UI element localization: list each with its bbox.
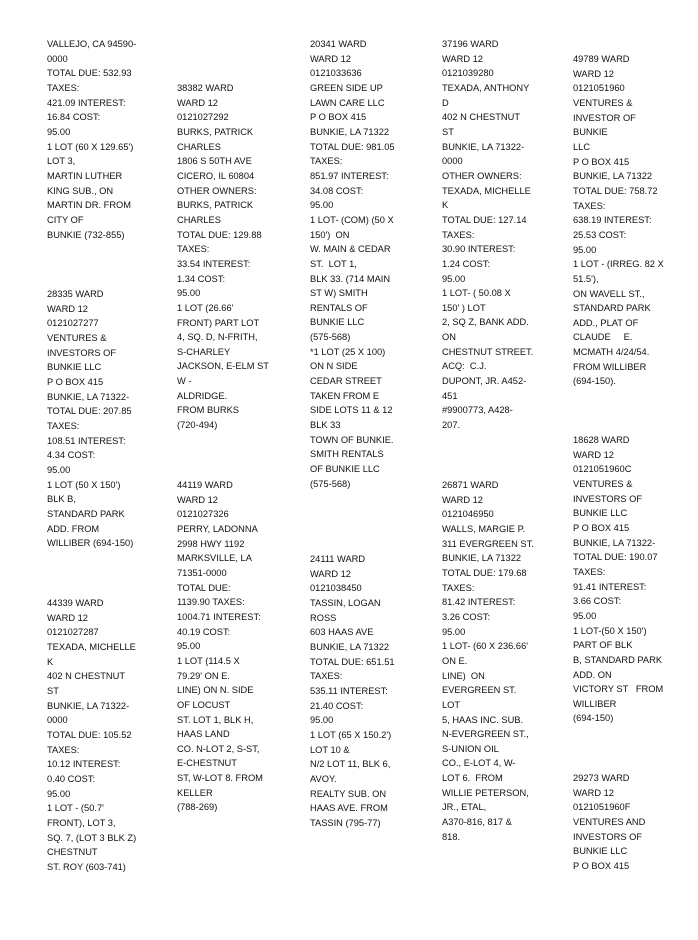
record-line: 638.19 INTEREST:	[573, 215, 652, 226]
record-line: K	[47, 656, 54, 667]
record-line: AVOY.	[310, 773, 337, 784]
record-line: ST. ROY (603-741)	[47, 861, 126, 872]
record-line: 95.00	[177, 288, 201, 299]
record-line: W -	[177, 376, 192, 387]
record-line: LOT	[442, 699, 461, 710]
record-line: 421.09 INTEREST:	[47, 97, 126, 108]
record-line: TOTAL DUE:	[177, 582, 231, 593]
property-record	[573, 52, 691, 389]
record-line: FROM BURKS	[177, 405, 239, 416]
record-line: VENTURES &	[47, 332, 107, 343]
record-line: GREEN SIDE UP	[310, 82, 383, 93]
record-line: VENTURES &	[573, 478, 633, 489]
record-line: 1 LOT-(50 X 150')	[573, 625, 647, 636]
record-line: 18628 WARD	[573, 435, 630, 445]
record-line: P O BOX 415	[573, 522, 630, 533]
property-record	[177, 81, 295, 433]
record-line: 0000	[47, 53, 68, 64]
property-record	[47, 287, 165, 551]
record-line: TEXADA, ANTHONY	[442, 82, 530, 93]
record-line: BLK 33	[310, 420, 341, 431]
record-line: 4, SQ. D, N-FRITH,	[177, 332, 258, 343]
record-line: 1004.71 INTEREST:	[177, 611, 261, 622]
record-line: 71351-0000	[177, 567, 227, 578]
record-line: W. MAIN & CEDAR	[310, 244, 391, 255]
record-line: DUPONT, JR. A452-	[442, 376, 527, 387]
record-line: EVERGREEN ST.	[442, 685, 517, 696]
record-line: HAAS AVE. FROM	[310, 803, 388, 814]
record-line: 0000	[442, 156, 463, 167]
record-line: BUNKIE (732-855)	[47, 229, 125, 240]
record-line: *1 LOT (25 X 100)	[310, 346, 386, 357]
property-record	[442, 37, 560, 433]
record-line: MARTIN LUTHER	[47, 170, 123, 181]
property-record	[310, 37, 428, 491]
record-line: 24111 WARD	[310, 554, 366, 564]
record-line: BUNKIE LLC	[310, 317, 365, 328]
record-line: N/2 LOT 11, BLK 6,	[310, 759, 391, 770]
record-line: ST, W-LOT 8. FROM	[177, 773, 263, 784]
record-line: N-EVERGREEN ST.,	[442, 729, 529, 740]
record-line: TOTAL DUE: 758.72	[573, 185, 658, 196]
record-line: (720-494)	[177, 420, 218, 431]
record-line: 3.26 COST:	[442, 611, 491, 622]
record-line: B, STANDARD PARK	[573, 654, 663, 665]
record-line: 851.97 INTEREST:	[310, 170, 389, 181]
record-line: KING SUB., ON	[47, 185, 114, 196]
record-line: LOT 3,	[47, 156, 76, 167]
record-line: 108.51 INTEREST:	[47, 435, 126, 446]
record-line: INVESTORS OF	[47, 347, 117, 358]
record-line: 33.54 INTEREST:	[177, 258, 251, 269]
record-line: 0121027326	[177, 509, 229, 520]
record-line: 30.90 INTEREST:	[442, 244, 516, 255]
record-line: CHARLES	[177, 141, 221, 152]
record-line: MARTIN DR. FROM	[47, 200, 132, 211]
record-line: WARD 12	[442, 53, 483, 64]
record-line: 26871 WARD	[442, 480, 499, 490]
record-line: 0121051960	[573, 83, 625, 94]
record-line: HAAS LAND	[177, 729, 230, 740]
record-line: 402 N CHESTNUT	[442, 112, 521, 123]
record-line: TOTAL DUE: 179.68	[442, 567, 527, 578]
record-line: 37196 WARD	[442, 39, 499, 49]
record-line: 51.5'),	[573, 273, 599, 284]
record-line: TOTAL DUE: 207.85	[47, 406, 132, 417]
record-line: WARD 12	[177, 97, 218, 108]
record-line: WARD 12	[47, 612, 88, 623]
record-line: 1139.90 TAXES:	[177, 597, 245, 608]
record-line: S-UNION OIL	[442, 743, 499, 754]
record-line: K	[442, 200, 449, 211]
record-line: CITY OF	[47, 214, 84, 225]
record-line: 0121051960F	[573, 802, 631, 813]
property-record	[47, 37, 165, 242]
record-line: WARD 12	[47, 303, 88, 314]
record-line: ST W) SMITH	[310, 288, 368, 299]
record-line: 25.53 COST:	[573, 229, 627, 240]
record-line: JR., ETAL,	[442, 802, 487, 813]
record-line: P O BOX 415	[573, 860, 630, 871]
record-line: PART OF BLK	[573, 640, 633, 651]
record-line: BUNKIE, LA 71322-	[47, 391, 130, 402]
record-line: 1 LOT - (50.7'	[47, 803, 104, 814]
record-line: ST	[442, 126, 454, 137]
record-line: (788-269)	[177, 802, 218, 813]
record-line: OF LOCUST	[177, 699, 231, 710]
record-line: INVESTORS OF	[573, 831, 643, 842]
record-line: 91.41 INTEREST:	[573, 581, 647, 592]
record-line: FRONT) PART LOT	[177, 317, 260, 328]
record-line: TAXES:	[442, 582, 475, 593]
record-line: TAXES:	[177, 244, 210, 255]
record-line: SIDE LOTS 11 & 12	[310, 405, 393, 416]
record-line: OTHER OWNERS:	[177, 185, 257, 196]
record-line: TOTAL DUE: 127.14	[442, 214, 527, 225]
record-line: TOTAL DUE: 105.52	[47, 729, 132, 740]
record-line: 1 LOT (60 X 129.65')	[47, 141, 134, 152]
record-line: BUNKIE, LA 71322	[310, 641, 390, 652]
record-line: FRONT), LOT 3,	[47, 817, 116, 828]
record-line: 0121027287	[47, 627, 99, 638]
record-line: BLK B,	[47, 494, 76, 505]
record-line: VENTURES &	[573, 97, 633, 108]
record-line: 0121027292	[177, 112, 229, 123]
record-line: 21.40 COST:	[310, 700, 364, 711]
record-line: 0121038450	[310, 583, 362, 594]
record-line: ADD. FROM	[47, 523, 100, 534]
record-line: 81.42 INTEREST:	[442, 597, 516, 608]
record-line: 0.40 COST:	[47, 773, 96, 784]
record-line: ADD., PLAT OF	[573, 317, 639, 328]
record-line: BUNKIE	[573, 127, 608, 138]
record-line: BUNKIE, LA 71322	[573, 171, 653, 182]
record-line: 1 LOT- ( 50.08 X	[442, 288, 511, 299]
record-line: 311 EVERGREEN ST.	[442, 538, 534, 549]
record-line: P O BOX 415	[573, 156, 630, 167]
record-line: WILLIBER (694-150)	[47, 538, 134, 549]
record-line: D	[442, 97, 449, 108]
record-line: TOTAL DUE: 532.93	[47, 68, 132, 79]
property-record	[177, 478, 295, 815]
record-line: (575-568)	[310, 332, 351, 343]
record-line: 1 LOT (50 X 150')	[47, 479, 121, 490]
record-line: 1.34 COST:	[177, 273, 226, 284]
record-line: BUNKIE LLC	[573, 846, 628, 857]
record-line: ST. LOT 1, BLK H,	[177, 714, 254, 725]
property-record	[573, 433, 691, 726]
record-line: TAXES:	[310, 671, 343, 682]
record-line: CHESTNUT STREET.	[442, 346, 534, 357]
record-line: CICERO, IL 60804	[177, 170, 255, 181]
record-line: STANDARD PARK	[573, 303, 651, 314]
record-line: 451	[442, 390, 458, 401]
record-line: 95.00	[47, 126, 71, 137]
record-line: 49789 WARD	[573, 54, 630, 64]
record-line: ROSS	[310, 612, 337, 623]
record-line: 95.00	[177, 641, 201, 652]
record-line: 1 LOT (65 X 150.2')	[310, 729, 392, 740]
property-record	[310, 552, 428, 830]
record-line: 16.84 COST:	[47, 112, 101, 123]
record-line: 150') ON	[310, 229, 350, 240]
record-line: 1.24 COST:	[442, 258, 491, 269]
record-line: WARD 12	[573, 449, 614, 460]
record-line: ALDRIDGE.	[177, 390, 228, 401]
record-line: BURKS, PATRICK	[177, 200, 254, 211]
record-line: TAKEN FROM E	[310, 390, 380, 401]
record-line: 402 N CHESTNUT	[47, 671, 126, 682]
record-line: TAXES:	[47, 420, 80, 431]
record-line: WARD 12	[310, 53, 351, 64]
record-line: 4.34 COST:	[47, 450, 96, 461]
record-line: STANDARD PARK	[47, 508, 125, 519]
record-line: TAXES:	[573, 200, 606, 211]
record-line: CHARLES	[177, 214, 221, 225]
record-line: SQ. 7, (LOT 3 BLK Z)	[47, 832, 137, 843]
record-line: JACKSON, E-ELM ST	[177, 361, 269, 372]
record-line: OTHER OWNERS:	[442, 170, 522, 181]
record-line: 535.11 INTEREST:	[310, 685, 388, 696]
record-line: TASSIN, LOGAN	[310, 597, 381, 608]
record-line: 0121027277	[47, 318, 99, 329]
record-line: 0000	[47, 715, 68, 726]
record-line: 2, SQ Z, BANK ADD.	[442, 317, 529, 328]
record-line: INVESTORS OF	[573, 493, 643, 504]
record-line: LAWN CARE LLC	[310, 97, 385, 108]
record-line: P O BOX 415	[47, 376, 104, 387]
record-line: KELLER	[177, 787, 213, 798]
record-line: 603 HAAS AVE	[310, 627, 374, 638]
record-line: 2998 HWY 1192	[177, 538, 245, 549]
record-line: 44339 WARD	[47, 598, 104, 608]
record-line: BUNKIE, LA 71322-	[442, 141, 525, 152]
record-line: 38382 WARD	[177, 83, 234, 93]
record-line: TEXADA, MICHELLE	[442, 185, 531, 196]
record-line: 5, HAAS INC. SUB.	[442, 714, 524, 725]
record-line: 1806 S 50TH AVE	[177, 156, 252, 167]
record-line: TASSIN (795-77)	[310, 817, 381, 828]
record-line: 0121039280	[442, 68, 494, 79]
record-line: 0121046950	[442, 509, 494, 520]
record-line: ON N SIDE	[310, 361, 358, 372]
record-line: 20341 WARD	[310, 39, 367, 49]
record-line: BUNKIE LLC	[47, 362, 102, 373]
record-line: 95.00	[442, 626, 466, 637]
record-line: WARD 12	[177, 494, 218, 505]
record-line: BUNKIE, LA 71322	[442, 553, 522, 564]
record-line: WALLS, MARGIE P.	[442, 523, 526, 534]
record-line: 1 LOT- (60 X 236.66'	[442, 641, 529, 652]
record-line: 95.00	[47, 464, 71, 475]
record-line: P O BOX 415	[310, 112, 367, 123]
record-line: 1 LOT - (IRREG. 82 X	[573, 259, 664, 270]
record-line: ADD. ON	[573, 669, 612, 680]
record-line: TAXES:	[573, 566, 606, 577]
record-line: TAXES:	[47, 82, 80, 93]
record-line: WARD 12	[442, 494, 483, 505]
record-line: OF BUNKIE LLC	[310, 464, 380, 475]
record-line: 79.29' ON E.	[177, 670, 230, 681]
record-line: BUNKIE, LA 71322-	[573, 537, 656, 548]
record-line: ON WAVELL ST.,	[573, 288, 645, 299]
record-line: TAXES:	[442, 229, 475, 240]
record-line: MCMATH 4/24/54.	[573, 347, 650, 358]
record-line: 150' ) LOT	[442, 302, 486, 313]
record-line: FROM WILLIBER	[573, 361, 647, 372]
record-line: ACQ: C.J.	[442, 361, 487, 372]
record-line: (694-150)	[573, 713, 614, 724]
record-line: INVESTOR OF	[573, 112, 636, 123]
record-line: BUNKIE, LA 71322-	[47, 700, 130, 711]
record-line: CLAUDE E.	[573, 332, 633, 343]
record-line: 0121051960C	[573, 464, 632, 475]
record-line: #9900773, A428-	[442, 405, 513, 416]
record-line: VICTORY ST FROM	[573, 684, 664, 695]
record-line: WARD 12	[310, 568, 351, 579]
record-line: TOTAL DUE: 981.05	[310, 141, 395, 152]
record-line: 40.19 COST:	[177, 626, 231, 637]
record-line: 95.00	[442, 273, 466, 284]
record-line: 1 LOT (26.66'	[177, 302, 234, 313]
record-line: 95.00	[310, 715, 334, 726]
record-line: 0121033636	[310, 68, 362, 79]
record-line: 95.00	[573, 244, 597, 255]
record-line: TOWN OF BUNKIE.	[310, 434, 394, 445]
record-line: WARD 12	[573, 68, 614, 79]
record-line: BUNKIE, LA 71322	[310, 126, 390, 137]
record-line: BLK 33. (714 MAIN	[310, 273, 391, 284]
record-line: LOT 6. FROM	[442, 773, 503, 784]
record-line: 1 LOT- (COM) (50 X	[310, 214, 394, 225]
record-line: LOT 10 &	[310, 744, 350, 755]
record-line: CO. N-LOT 2, S-ST,	[177, 743, 260, 754]
record-line: CO., E-LOT 4, W-	[442, 758, 516, 769]
record-line: 29273 WARD	[573, 773, 630, 783]
record-line: ON E.	[442, 655, 468, 666]
record-line: 95.00	[573, 610, 597, 621]
record-line: 44119 WARD	[177, 480, 233, 490]
record-line: ST	[47, 685, 59, 696]
record-line: TEXADA, MICHELLE	[47, 641, 136, 652]
record-line: (575-568)	[310, 478, 351, 489]
record-line: WILLIE PETERSON,	[442, 787, 529, 798]
record-line: 1 LOT (114.5 X	[177, 655, 240, 666]
record-line: RENTALS OF	[310, 302, 368, 313]
record-line: WARD 12	[573, 787, 614, 798]
record-line: S-CHARLEY	[177, 346, 231, 357]
record-line: 95.00	[310, 200, 334, 211]
record-line: LLC	[573, 141, 591, 152]
record-line: BUNKIE LLC	[573, 508, 628, 519]
property-record	[573, 771, 691, 874]
record-line: CHESTNUT	[47, 847, 98, 858]
record-line: TOTAL DUE: 190.07	[573, 552, 658, 563]
record-line: PERRY, LADONNA	[177, 523, 258, 534]
record-line: TAXES:	[47, 744, 80, 755]
record-line: TAXES:	[310, 156, 343, 167]
record-line: BURKS, PATRICK	[177, 126, 254, 137]
record-line: 28335 WARD	[47, 289, 104, 299]
record-line: LINE) ON N. SIDE	[177, 685, 254, 696]
record-line: (694-150).	[573, 376, 616, 387]
record-line: A370-816, 817 &	[442, 817, 512, 828]
record-line: MARKSVILLE, LA	[177, 553, 252, 564]
record-line: TOTAL DUE: 129.88	[177, 229, 262, 240]
record-line: REALTY SUB. ON	[310, 788, 387, 799]
record-line: LINE) ON	[442, 670, 485, 681]
record-line: CEDAR STREET	[310, 376, 382, 387]
record-line: SMITH RENTALS	[310, 449, 384, 460]
record-line: ST. LOT 1,	[310, 258, 357, 269]
record-line: VENTURES AND	[573, 816, 646, 827]
record-line: 95.00	[47, 788, 71, 799]
record-line: WILLIBER	[573, 698, 617, 709]
record-line: 818.	[442, 831, 461, 842]
record-line: 3.66 COST:	[573, 596, 622, 607]
property-record	[442, 478, 560, 844]
property-record	[47, 596, 165, 874]
record-line: 207.	[442, 420, 461, 431]
record-line: TOTAL DUE: 651.51	[310, 656, 395, 667]
record-line: 34.08 COST:	[310, 185, 364, 196]
record-line: E-CHESTNUT	[177, 758, 237, 769]
record-line: 10.12 INTEREST:	[47, 759, 121, 770]
record-line: VALLEJO, CA 94590-	[47, 39, 137, 49]
record-line: ON	[442, 332, 456, 343]
